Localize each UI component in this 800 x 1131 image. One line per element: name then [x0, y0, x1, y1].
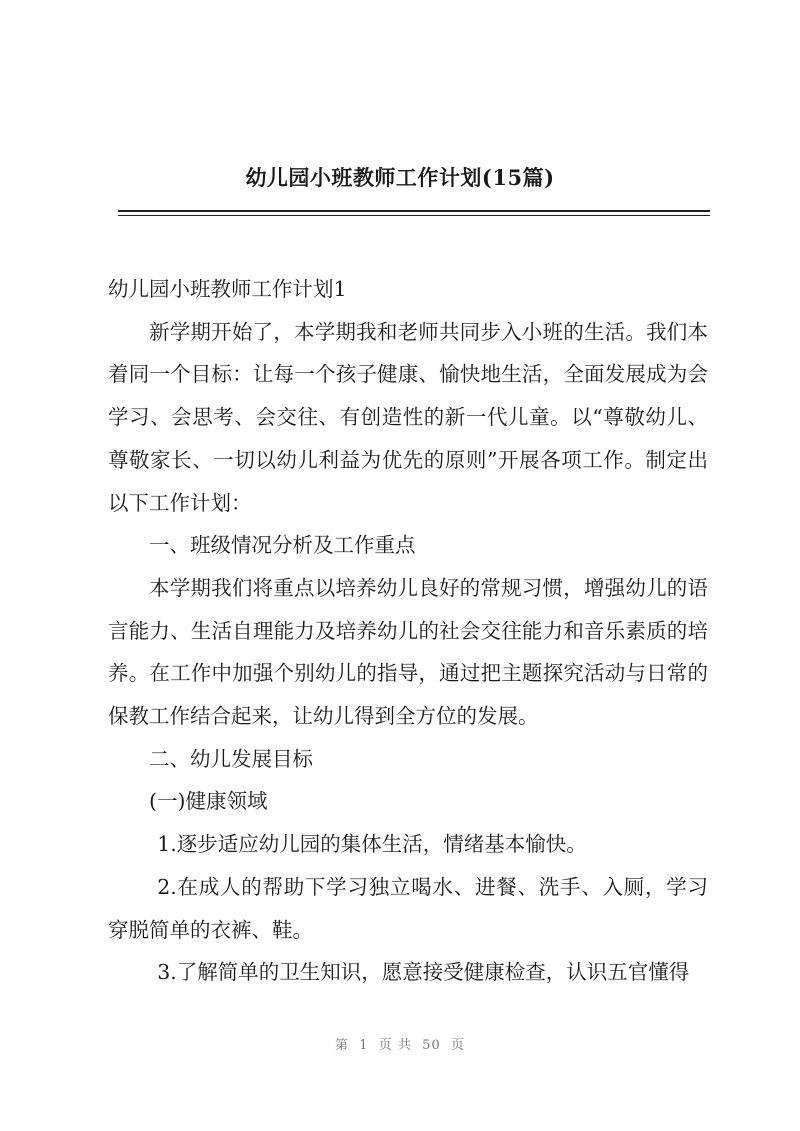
document-body — [108, 268, 708, 994]
title-underline-thin — [118, 215, 710, 216]
list-item: 3.了解简单的卫生知识，愿意接受健康检查，认识五官懂得 — [157, 960, 690, 985]
list-item: 1.逐步适应幼儿园的集体生活，情绪基本愉快。 — [157, 832, 587, 857]
subheading: (一)健康领域 — [149, 789, 268, 814]
page-footer: 第 1 页 共 50 页 — [334, 1038, 465, 1053]
paragraph: 新学期开始了，本学期我和老师共同步入小班的生活。我们本着同一个目标：让每一个孩子健康、愉快地生活，全面发展成为会学习、会思考、会交往、有创造性的新一代儿童。以“尊敬幼儿、尊敬家长、一切以幼儿利益为优先的原则”开展各项工作。制定出以下工作计划： — [108, 319, 708, 515]
section-heading: 幼儿园小班教师工作计划1 — [108, 277, 347, 301]
paragraph: 本学期我们将重点以培养幼儿良好的常规习惯，增强幼儿的语言能力、生活自理能力及培养幼儿的社会交往能力和音乐素质的培养。在工作中加强个别幼儿的指导，通过把主题探究活动与日常的保教工作结合起来，让幼儿得到全方位的发展。 — [108, 575, 708, 729]
list-item: 2.在成人的帮助下学习独立喝水、进餐、洗手、入厕，学习穿脱简单的衣裤、鞋。 — [108, 874, 708, 942]
subheading: 二、幼儿发展目标 — [149, 746, 313, 771]
document-title: 幼儿园小班教师工作计划(15篇) — [245, 165, 555, 190]
subheading: 一、班级情况分析及工作重点 — [149, 533, 416, 558]
title-underline-thick — [118, 210, 710, 212]
